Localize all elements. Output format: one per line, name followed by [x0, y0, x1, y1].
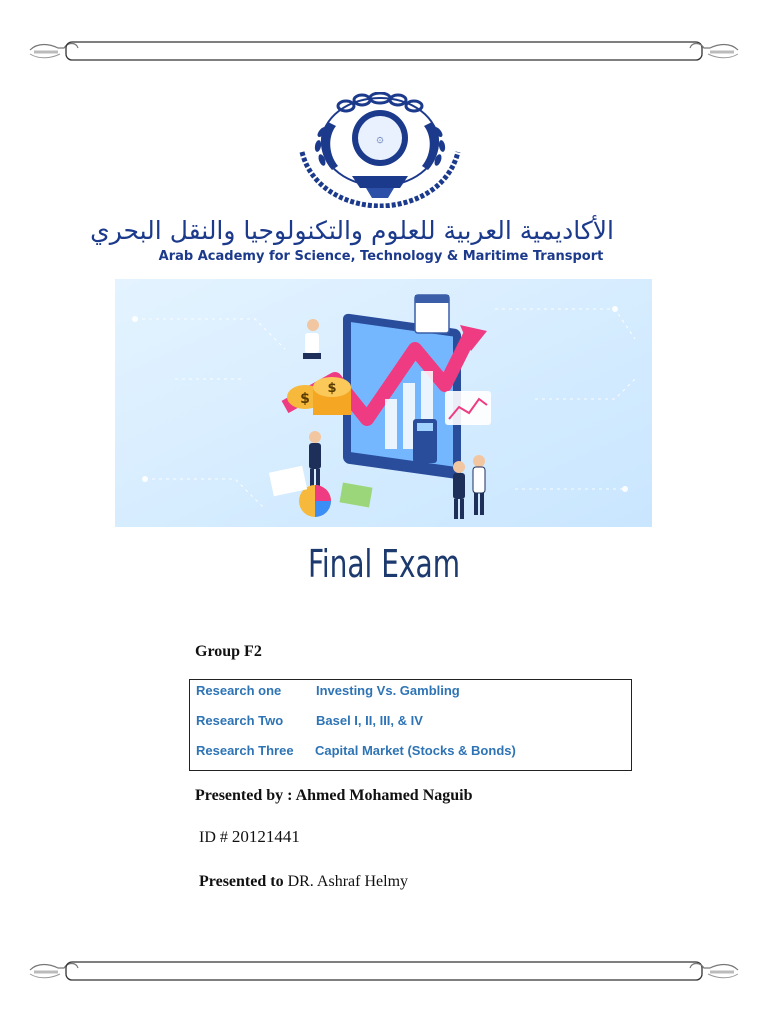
research-label: Research Three — [196, 743, 294, 758]
research-row — [196, 713, 423, 728]
student-id-line — [199, 827, 300, 847]
scroll-border-top — [28, 40, 740, 64]
research-topic: Capital Market (Stocks & Bonds) — [315, 743, 516, 758]
presenter-name: Ahmed Mohamed Naguib — [295, 787, 473, 804]
id-label: ID # — [199, 829, 228, 846]
svg-text:۞: ۞ — [376, 131, 384, 145]
document-title: Final Exam — [307, 542, 461, 586]
id-value: 20121441 — [231, 827, 300, 846]
scroll-border-bottom — [28, 960, 740, 984]
academy-english-name: Arab Academy for Science, Technology & Maritime Transport — [158, 249, 604, 264]
presented-to-line — [199, 873, 408, 891]
supervisor-name: DR. Ashraf Helmy — [287, 873, 409, 890]
research-row — [196, 683, 460, 698]
svg-text:$: $ — [327, 381, 337, 396]
research-topic: Basel I, II, III, & IV — [316, 713, 423, 728]
group-label: Group F2 — [195, 643, 262, 660]
research-label: Research one — [196, 683, 282, 698]
academy-arabic-name: الأكاديمية العربية للعلوم والتكنولوجيا والنقل البحري — [90, 216, 614, 245]
presented-to-label: Presented to — [199, 873, 284, 890]
presented-by-line — [195, 787, 473, 805]
research-topic: Investing Vs. Gambling — [316, 683, 460, 698]
finance-illustration — [115, 279, 652, 527]
research-label: Research Two — [196, 713, 284, 728]
research-list — [189, 679, 632, 771]
academy-logo-emblem — [292, 92, 468, 208]
svg-text:$: $ — [300, 391, 310, 407]
research-row — [196, 743, 516, 758]
presented-by-label: Presented by : — [195, 787, 293, 804]
